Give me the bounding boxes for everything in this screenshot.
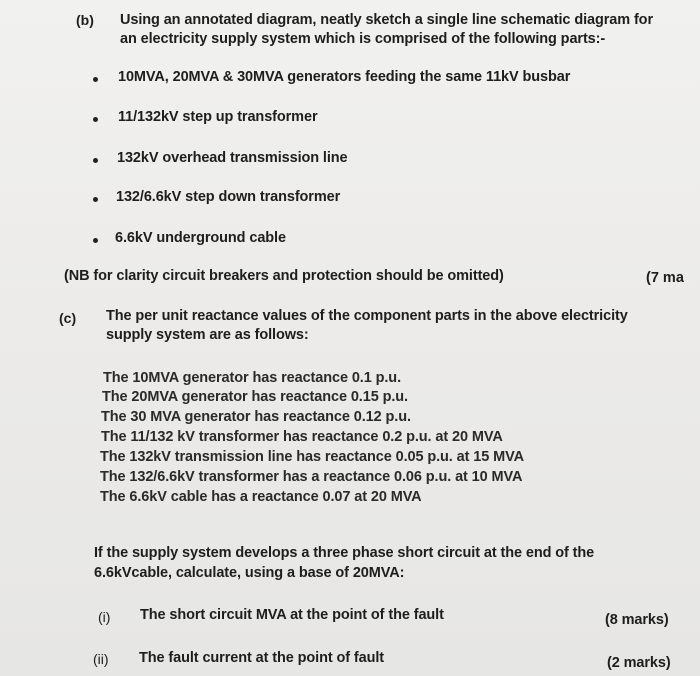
part-c-intro-line-1: The per unit reactance values of the component parts in the above electricity xyxy=(106,308,628,324)
question-line-1: If the supply system develops a three phase short circuit at the end of the xyxy=(94,545,595,561)
part-b-label: (b) xyxy=(76,12,94,28)
bullet-item-underground-cable: 6.6kV underground cable xyxy=(115,230,286,246)
bullet-dot xyxy=(93,158,98,163)
bullet-item-transmission-line: 132kV overhead transmission line xyxy=(117,150,348,166)
question-base-value: 20MVA xyxy=(352,565,400,581)
subpart-i-marks: (8 marks) xyxy=(605,612,669,628)
bullet-item-step-down-transformer: 132/6.6kV step down transformer xyxy=(116,189,341,205)
question-line-2-end: : xyxy=(399,565,405,581)
bullet-dot xyxy=(93,238,98,243)
bullet-dot xyxy=(93,197,98,202)
question-line-2-text: 6.6kVcable, calculate, using a base of xyxy=(94,565,353,581)
subpart-ii-marks: (2 marks) xyxy=(607,655,671,671)
subpart-i-label: (i) xyxy=(98,609,111,625)
subpart-ii-label: (ii) xyxy=(93,651,109,667)
reactance-10mva-generator: The 10MVA generator has reactance 0.1 p.u. xyxy=(103,370,401,386)
reactance-30mva-generator: The 30 MVA generator has reactance 0.12 p.u. xyxy=(101,409,411,425)
bullet-dot xyxy=(93,117,98,122)
part-b-marks: (7 ma xyxy=(646,270,684,286)
bullet-item-generators: 10MVA, 20MVA & 30MVA generators feeding the same 11kV busbar xyxy=(118,69,571,85)
bullet-item-step-up-transformer: 11/132kV step up transformer xyxy=(118,109,318,125)
reactance-transmission-line: The 132kV transmission line has reactance 0.05 p.u. at 15 MVA xyxy=(100,449,524,465)
reactance-20mva-generator: The 20MVA generator has reactance 0.15 p.u. xyxy=(102,389,408,405)
reactance-step-down-transformer: The 132/6.6kV transformer has a reactance 0.06 p.u. at 10 MVA xyxy=(100,469,523,485)
bullet-dot xyxy=(93,77,98,82)
subpart-i-text: The short circuit MVA at the point of the fault xyxy=(140,607,444,623)
subpart-ii-text: The fault current at the point of fault xyxy=(139,650,385,666)
question-line-2 xyxy=(94,565,404,581)
reactance-cable: The 6.6kV cable has a reactance 0.07 at 20 MVA xyxy=(100,489,422,505)
part-b-note: (NB for clarity circuit breakers and protection should be omitted) xyxy=(64,268,504,284)
part-c-label: (c) xyxy=(59,310,77,326)
part-b-intro-line-2: an electricity supply system which is comprised of the following parts:- xyxy=(120,31,606,47)
part-b-intro-line-1: Using an annotated diagram, neatly sketch a single line schematic diagram for xyxy=(120,12,653,28)
reactance-step-up-transformer: The 11/132 kV transformer has reactance 0.2 p.u. at 20 MVA xyxy=(101,429,503,445)
part-c-intro-line-2: supply system are as follows: xyxy=(106,327,309,343)
